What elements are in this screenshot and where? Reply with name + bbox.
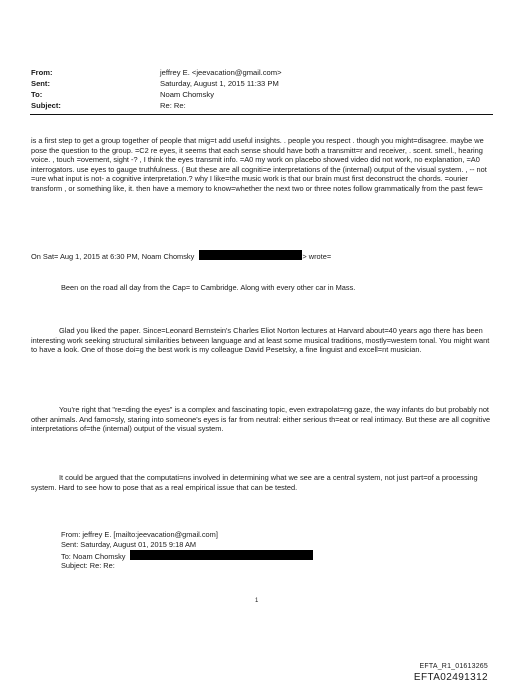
from-label: From: xyxy=(31,68,53,77)
forwarded-sent: Sent: Saturday, August 01, 2015 9:18 AM xyxy=(61,540,197,549)
from-value: jeffrey E. <jeevacation@gmail.com> xyxy=(160,68,282,77)
attribution-prefix: On Sat= Aug 1, 2015 at 6:30 PM, Noam Chomsky xyxy=(31,252,195,261)
header-divider xyxy=(30,114,493,115)
reply-paragraph-2: Glad you liked the paper. Since=Leonard Bernstein's Charles Eliot Norton lectures at Harvard about=40 years ago there has been interesting work seeking structural similarities between language and at least some musical traditions, mostly=western tonal. You might want to have a look. One of those doi=g the best work is my colleague David Pesetsky, a fine linguist and excell=nt musician. xyxy=(31,326,490,354)
reply-paragraph-4: It could be argued that the computati=ns involved in determining what we see are a central system, not just part=of a processing system. Hard to see how to pose that as a real empirical issue that can be tested. xyxy=(31,473,478,492)
forwarded-subject: Subject: Re: Re: xyxy=(61,561,115,570)
to-value: Noam Chomsky xyxy=(160,90,215,99)
sent-label: Sent: xyxy=(31,79,50,88)
subject-value: Re: Re: xyxy=(160,101,186,110)
reply-paragraph-3: You're right that "re=ding the eyes" is a complex and fascinating topic, even extrapolat=ng gaze, the way infants do but probably not other animals. And famo=sly, staring into someone's eyes is far from neutral: either serious th=eat or real intimacy. But these are all cognitive interpretations of=the (internal) output of the visual system. xyxy=(31,405,491,433)
bates-number-large: EFTA02491312 xyxy=(413,672,488,683)
message-body-paragraph: is a first step to get a group together of people that mig=t add useful insights. . people you respect . though you might=disagree. maybe we pose the question to the group. =C2 re eyes, it seems that each sense should have both a transmitt=r and receiver, . scent. smell., hearing voice. , touch =ovement, sight -? , I think the eyes transmit info. =A0 my work on placebo showed video did not work, no explanation, =A0 interrogators. use eyes to gauge truthfulness. ( But these are all cogniti=e interpretations of the (internal) output of the visual system. , -- not =ure what input is not- a cognitive interpretation.? why I like=the music work is that our brain must first deconstruct the chords. =ourier transform , or something like, it. then have a memory to know=whether the next two or three notes follow grammatically from the past few= xyxy=(31,136,487,193)
redaction-bar xyxy=(199,250,302,260)
subject-label: Subject: xyxy=(31,101,61,110)
to-label: To: xyxy=(31,90,43,99)
forwarded-to: To: Noam Chomsky xyxy=(61,552,126,561)
quoted-attribution xyxy=(31,250,331,261)
sent-value: Saturday, August 1, 2015 11:33 PM xyxy=(160,79,279,88)
forwarded-to-row xyxy=(61,550,313,562)
attribution-suffix: > wrote= xyxy=(302,252,332,261)
bates-number-small: EFTA_R1_01613265 xyxy=(419,663,488,670)
redaction-bar xyxy=(130,550,313,560)
forwarded-from: From: jeffrey E. [mailto:jeevacation@gmail.com] xyxy=(61,530,218,539)
reply-paragraph-1: Been on the road all day from the Cap= to Cambridge. Along with every other car in Mass. xyxy=(61,283,356,292)
page-number: 1 xyxy=(255,598,259,604)
